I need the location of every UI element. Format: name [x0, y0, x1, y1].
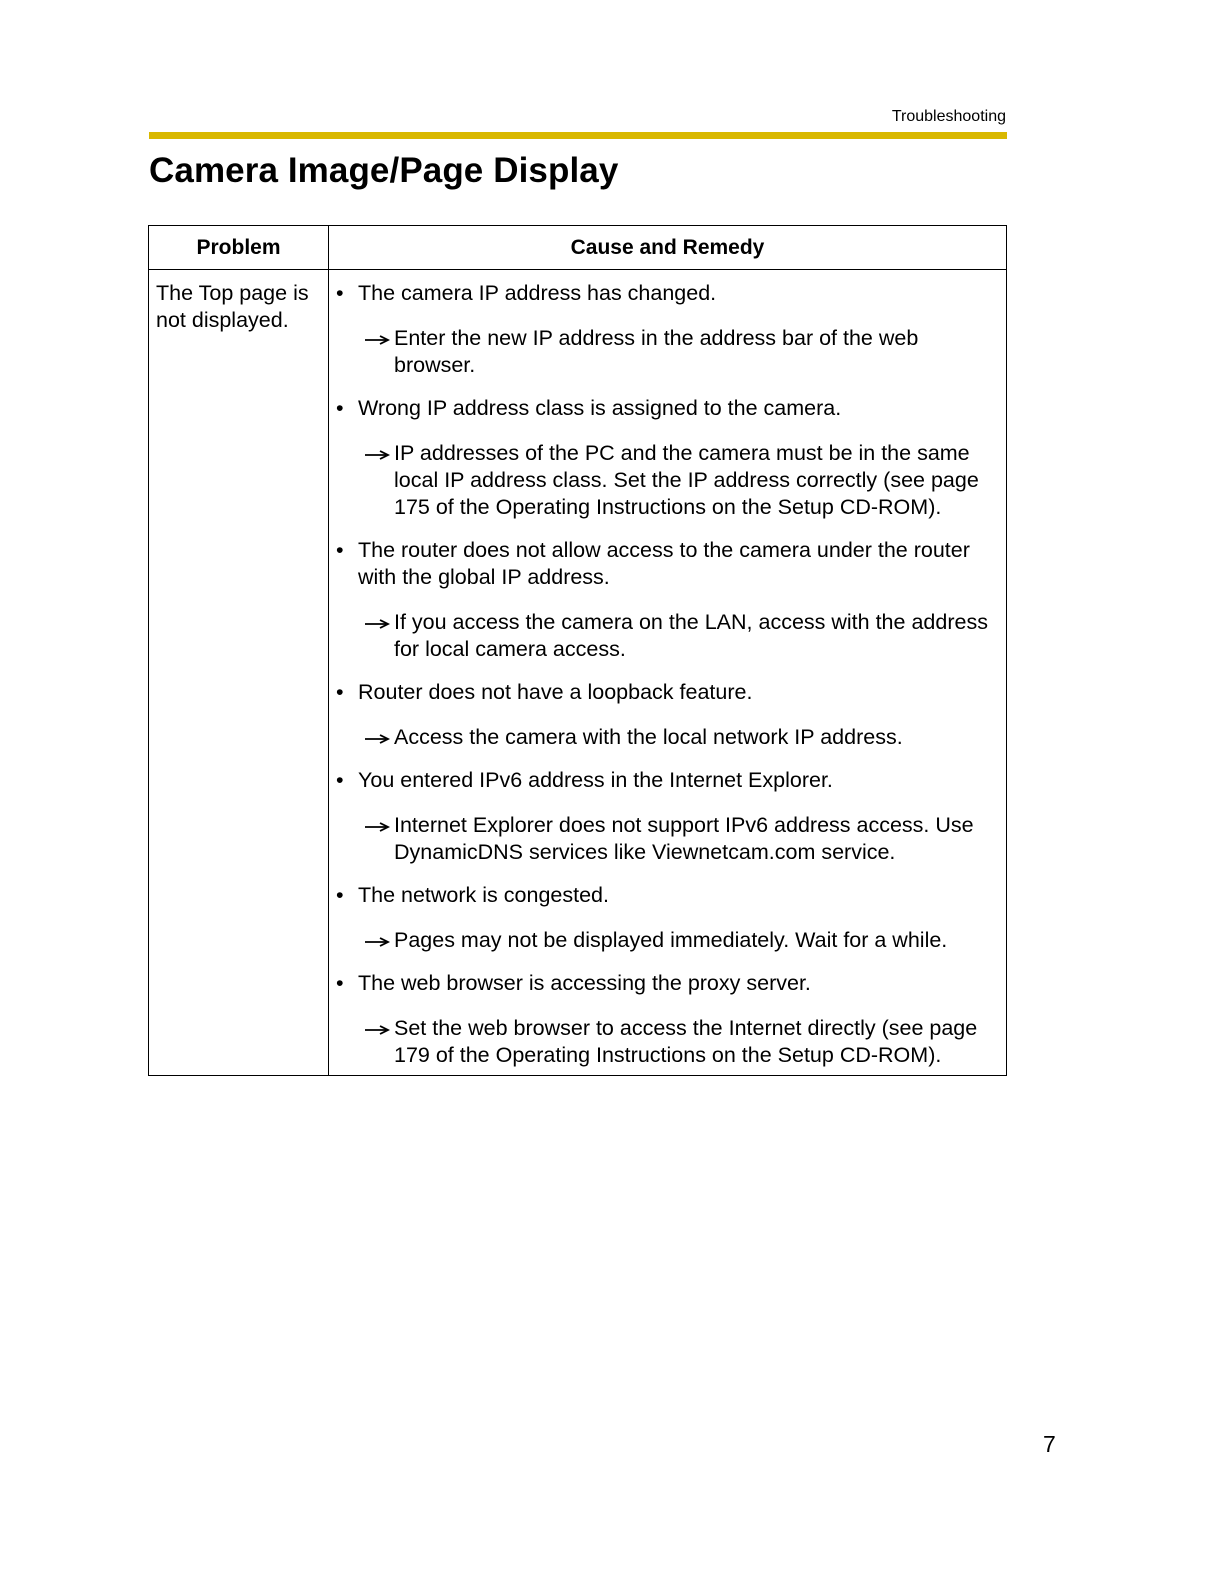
cause-and-remedy-cell: [329, 270, 1007, 1076]
bullet-icon: •: [336, 768, 344, 792]
section-label: Troubleshooting: [891, 108, 1006, 125]
bullet-icon: •: [336, 971, 344, 995]
header-rule: [149, 132, 1007, 139]
remedy-text: IP addresses of the PC and the camera must be in the same local IP address class. Set the IP address correctly (see page 175 of the Operating Instructions on the Setup CD-ROM).: [394, 441, 979, 519]
column-header-problem: Problem: [149, 226, 329, 270]
arrow-right-icon: [363, 328, 391, 352]
cause-text: The web browser is accessing the proxy server.: [358, 971, 811, 995]
list-item: [336, 280, 996, 379]
list-item: [336, 537, 996, 663]
bullet-icon: •: [336, 538, 344, 562]
list-item: [336, 679, 996, 751]
arrow-right-icon: [363, 443, 391, 467]
remedy-text: Set the web browser to access the Internet directly (see page 179 of the Operating Instructions on the Setup CD-ROM).: [394, 1016, 978, 1067]
cause-text: The network is congested.: [358, 883, 609, 907]
bullet-icon: •: [336, 680, 344, 704]
page-title: Camera Image/Page Display: [149, 151, 619, 190]
remedy-text: Pages may not be displayed immediately. Wait for a while.: [394, 928, 948, 952]
cause-text: You entered IPv6 address in the Internet Explorer.: [358, 768, 833, 792]
bullet-icon: •: [336, 281, 344, 305]
list-item: [336, 970, 996, 1069]
cause-text: Wrong IP address class is assigned to the camera.: [358, 396, 842, 420]
table-header-row: [149, 226, 1007, 270]
remedy-text: Enter the new IP address in the address bar of the web browser.: [394, 326, 919, 377]
cause-list: [336, 280, 996, 1069]
remedy-text: Access the camera with the local network IP address.: [394, 725, 903, 749]
table-row: [149, 270, 1007, 1076]
list-item: [336, 882, 996, 954]
bullet-icon: •: [336, 396, 344, 420]
troubleshooting-table: [148, 225, 1007, 1076]
problem-cell: The Top page is not displayed.: [149, 270, 329, 1076]
arrow-right-icon: [363, 612, 391, 636]
remedy-text: If you access the camera on the LAN, access with the address for local camera access.: [394, 610, 988, 661]
column-header-cause-and-remedy: Cause and Remedy: [329, 226, 1007, 270]
arrow-right-icon: [363, 815, 391, 839]
list-item: [336, 767, 996, 866]
arrow-right-icon: [363, 1018, 391, 1042]
cause-text: The router does not allow access to the camera under the router with the global IP address.: [358, 538, 970, 589]
cause-text: The camera IP address has changed.: [358, 281, 717, 305]
page-number: 7: [1043, 1431, 1056, 1457]
cause-text: Router does not have a loopback feature.: [358, 680, 753, 704]
arrow-right-icon: [363, 727, 391, 751]
bullet-icon: •: [336, 883, 344, 907]
arrow-right-icon: [363, 930, 391, 954]
remedy-text: Internet Explorer does not support IPv6 address access. Use DynamicDNS services like Viewnetcam.com service.: [394, 813, 974, 864]
list-item: [336, 395, 996, 521]
